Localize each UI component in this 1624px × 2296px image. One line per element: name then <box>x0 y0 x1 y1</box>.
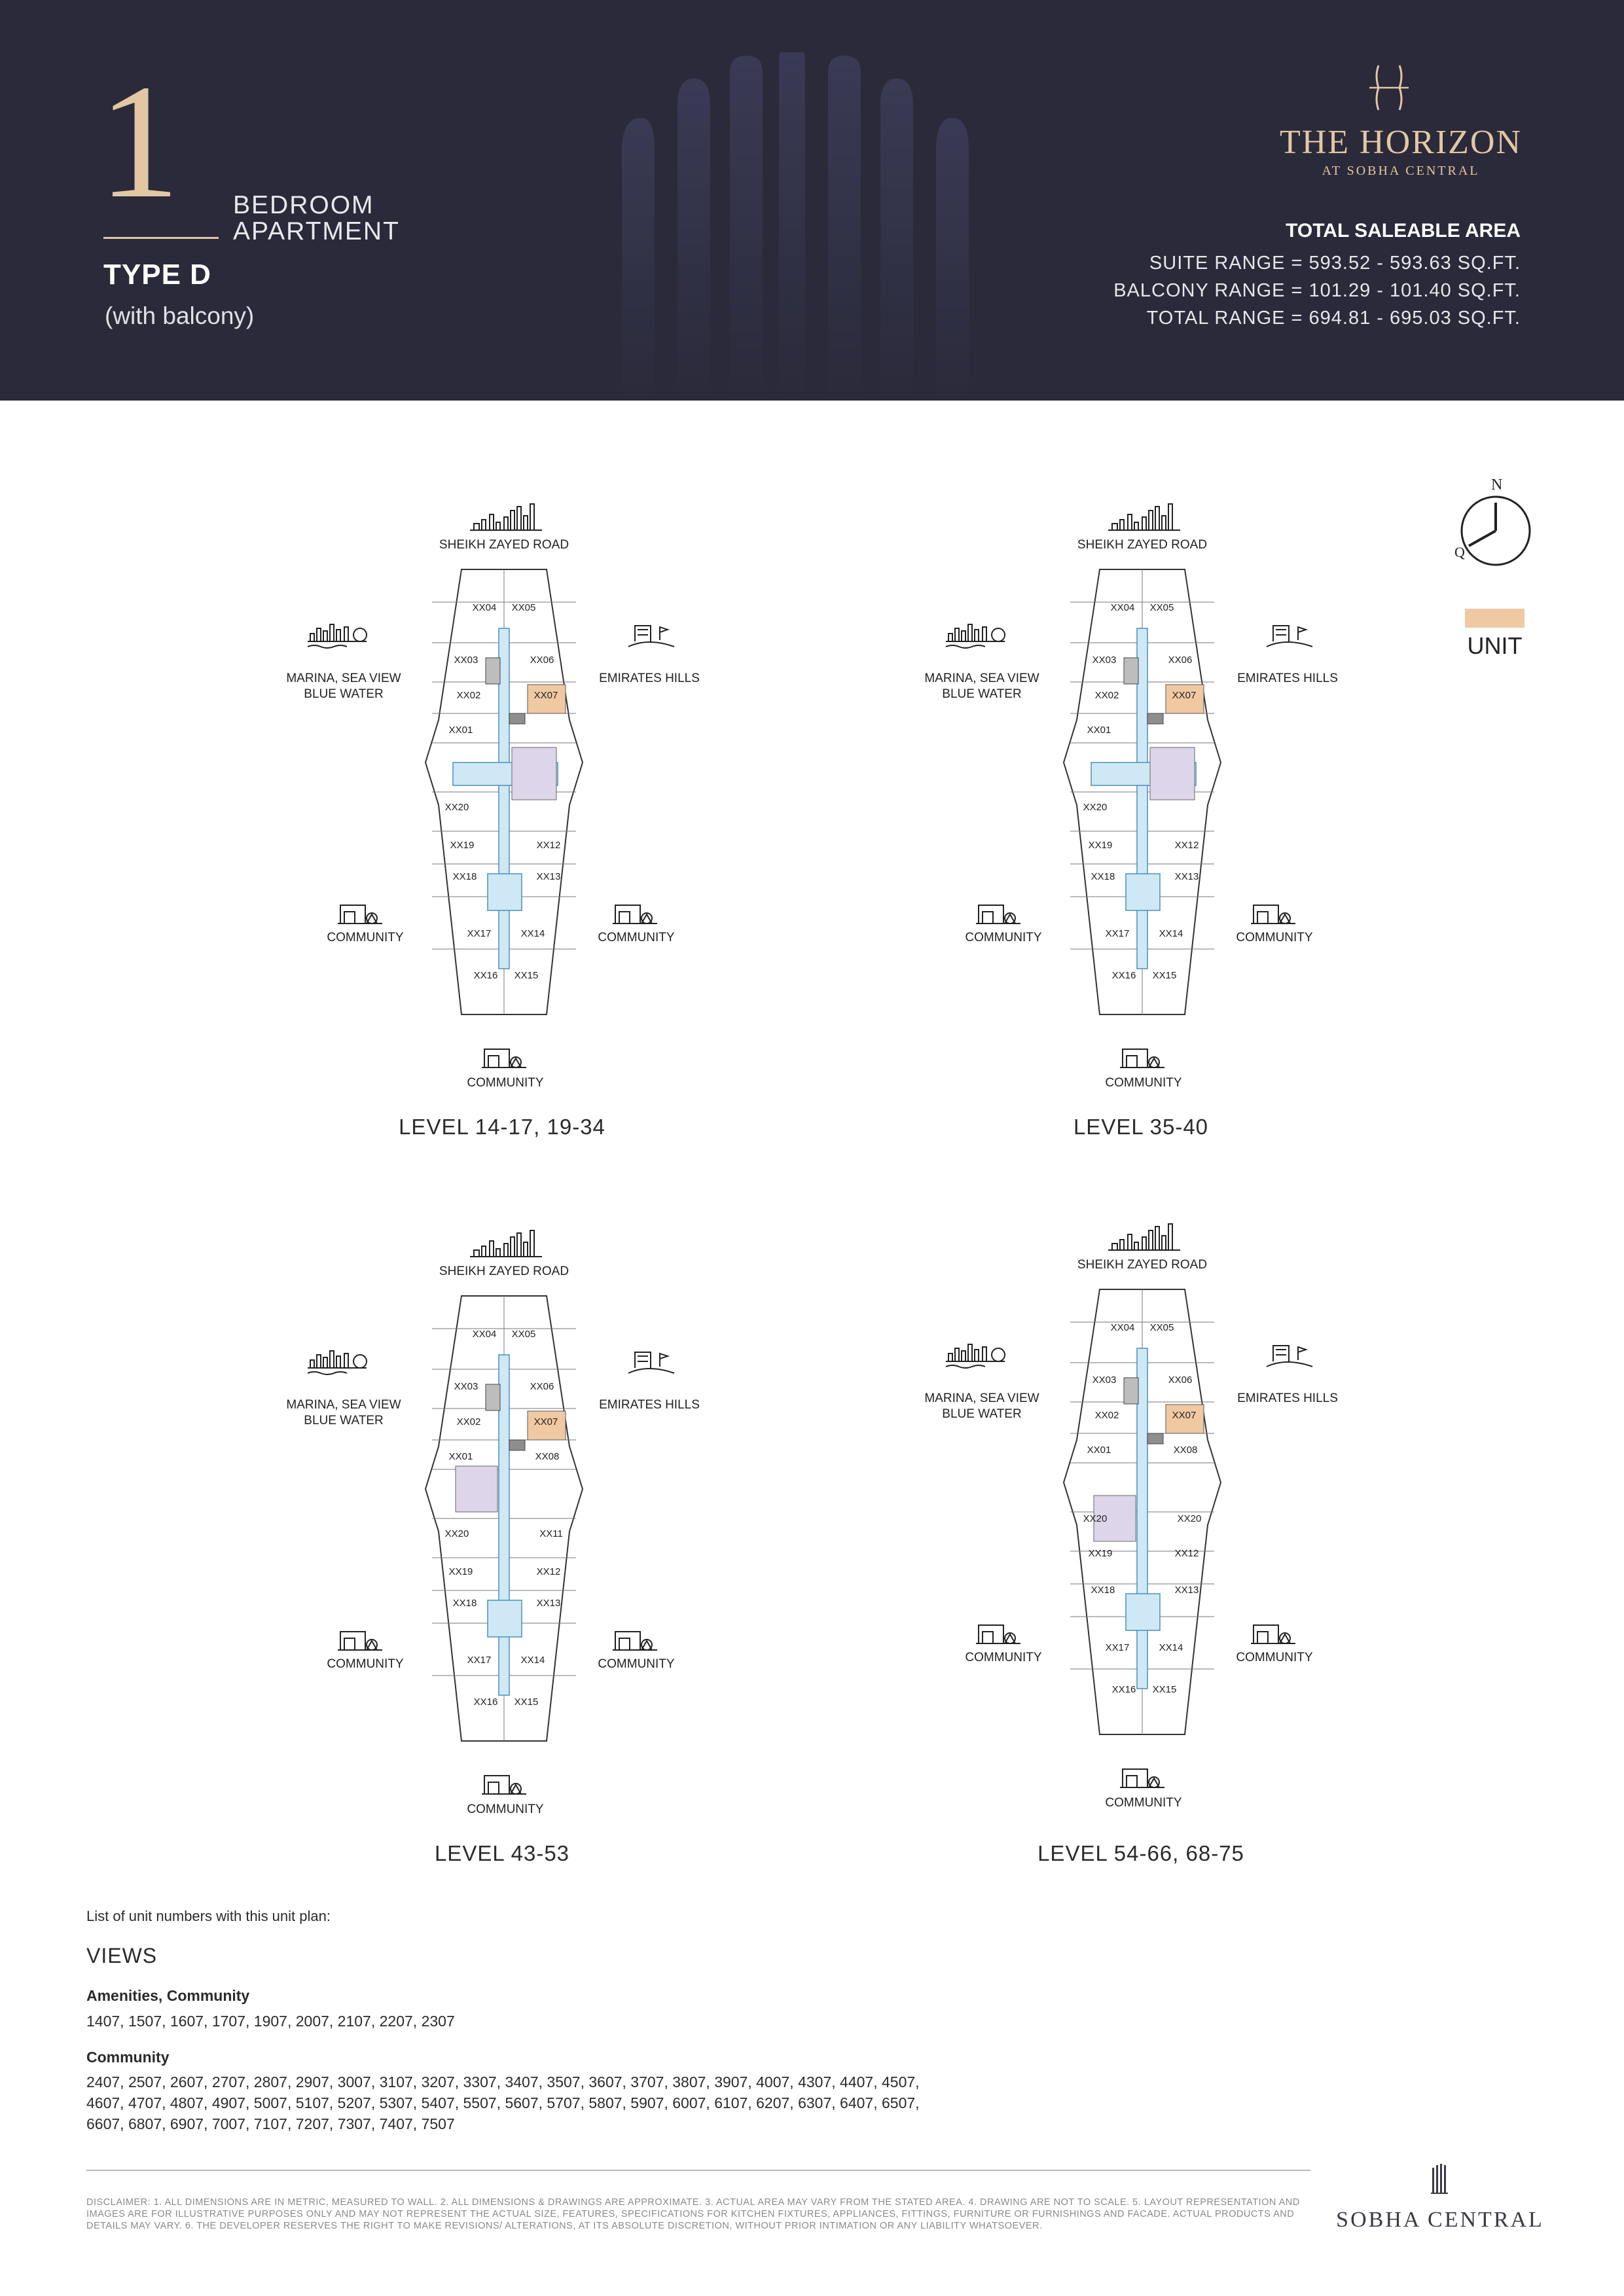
unit-number-label: XX14 <box>520 928 545 939</box>
header-banner <box>0 0 1624 401</box>
road-label: SHEIKH ZAYED ROAD <box>439 538 569 552</box>
road-label: SHEIKH ZAYED ROAD <box>1077 1258 1208 1272</box>
unit-number-label: XX18 <box>452 1598 477 1609</box>
footer-brand: SOBHA CENTRAL <box>1336 2208 1544 2232</box>
unit-number-label: XX13 <box>536 871 561 882</box>
unit-number-label: XX19 <box>1088 1548 1113 1559</box>
emirates-hills-icon <box>1267 626 1312 647</box>
unit-legend-swatch <box>1465 609 1525 628</box>
unit-number-label: XX02 <box>456 1416 481 1427</box>
unit-number-label: XX08 <box>535 1451 560 1462</box>
group-units-community-2: 4607, 4707, 4807, 4907, 5007, 5107, 5207, 5307, 5407, 5507, 5607, 5707, 5807, 5907, 6007, 6107, 6207, 6307, 6407, 6507, <box>86 2094 920 2111</box>
community-label-right: COMMUNITY <box>1236 1651 1313 1664</box>
unit-number-label: XX07 <box>1172 690 1197 701</box>
unit-number-label: XX04 <box>1110 1322 1135 1333</box>
unit-number-label: XX05 <box>1149 602 1174 613</box>
community-icon <box>482 1776 526 1794</box>
unit-number-label: XX16 <box>473 1696 498 1708</box>
road-label: SHEIKH ZAYED ROAD <box>1077 538 1208 552</box>
community-icon <box>613 905 657 924</box>
group-title-amenities: Amenities, Community <box>86 1987 250 2004</box>
community-label-left: COMMUNITY <box>327 1657 404 1671</box>
horizon-logo-icon <box>1368 63 1410 113</box>
disclaimer: DISCLAIMER: 1. ALL DIMENSIONS ARE IN METRIC, MEASURED TO WALL. 2. ALL DIMENSIONS & DRAWINGS ARE APPROXIMATE. 3. ACTUAL AREA MAY VARY FROM THE STATED AREA. 4. DRAWING ARE NOT TO SCALE. 5. LAYOUT REPRESENTATION AND IMAGES ARE FOR ILLUSTRATIVE PURPOSES ONLY AND MAY NOT REPRESENT THE ACTUAL SIZE, FEATURES, SPECIFICATIONS FOR KITCHEN FIXTURES, APPLIANCES, FITTINGS, FURNITURE OR FURNISHINGS AND FACADE. ACTUAL PRODUCTS AND DETAILS MAY VARY. 6. THE DEVELOPER RESERVES THE RIGHT TO MAKE REVISIONS/ ALTERATIONS, AT ITS ABSOLUTE DISCRETION, WITHOUT PRIOR INTIMATION OR ANY LIABILITY WHATSOEVER. <box>86 2197 1300 2231</box>
area-title: TOTAL SALEABLE AREA <box>1286 220 1521 242</box>
unit-number-label: XX15 <box>1152 970 1177 981</box>
marina-icon <box>308 624 367 648</box>
lift-core <box>1150 747 1195 800</box>
community-icon <box>482 1049 526 1067</box>
brand-name: THE HORIZON <box>1279 124 1523 161</box>
unit-number-label: XX19 <box>450 840 475 851</box>
unit-number-label: XX12 <box>1174 840 1199 851</box>
unit-list-intro: List of unit numbers with this unit plan: <box>86 1908 331 1924</box>
community-label-left: COMMUNITY <box>965 1651 1042 1664</box>
unit-number-label: XX01 <box>1087 725 1111 736</box>
unit-number-label: XX06 <box>530 655 554 666</box>
community-label-bottom: COMMUNITY <box>1105 1796 1182 1810</box>
emirates-hills-label: EMIRATES HILLS <box>1237 672 1338 685</box>
lobby-core <box>488 874 522 910</box>
marina-icon <box>308 1351 367 1374</box>
unit-number-label: XX12 <box>536 1566 561 1577</box>
unit-number-label: XX15 <box>1152 1684 1177 1695</box>
community-label-bottom: COMMUNITY <box>467 1076 544 1090</box>
unit-number-label: XX12 <box>1174 1548 1199 1559</box>
lobby-core <box>1126 1594 1160 1630</box>
unit-number-label: XX14 <box>1159 928 1183 939</box>
unit-number-label: XX18 <box>1091 1585 1115 1596</box>
unit-number-label: XX15 <box>514 1696 539 1708</box>
unit-legend-label: UNIT <box>1467 632 1523 659</box>
community-icon <box>976 905 1020 924</box>
unit-type: TYPE D <box>103 259 211 291</box>
level-label-2: LEVEL 35-40 <box>1073 1115 1209 1139</box>
unit-number-label: XX02 <box>1094 1410 1119 1421</box>
unit-number-label: XX04 <box>1110 602 1135 613</box>
unit-number-label: XX18 <box>1091 871 1115 882</box>
unit-number-label: XX05 <box>1149 1322 1174 1333</box>
service-box <box>1147 713 1163 724</box>
bedroom-count-underline <box>103 237 219 239</box>
svg-text:N: N <box>1491 476 1503 493</box>
unit-variant: (with balcony) <box>105 302 255 329</box>
lift-core <box>512 747 556 800</box>
unit-number-label: XX17 <box>467 928 492 939</box>
unit-number-label: XX07 <box>533 690 558 701</box>
unit-number-label: XX02 <box>456 690 481 701</box>
emirates-hills-icon <box>1267 1346 1312 1367</box>
group-title-community: Community <box>86 2049 170 2066</box>
unit-number-label: XX19 <box>1088 840 1113 851</box>
floor-plan-1 <box>275 491 746 1145</box>
emirates-hills-label: EMIRATES HILLS <box>599 1398 700 1412</box>
community-label-right: COMMUNITY <box>598 931 675 944</box>
blue-water-label: BLUE WATER <box>942 687 1022 701</box>
emirates-hills-label: EMIRATES HILLS <box>599 672 700 685</box>
group-units-amenities: 1407, 1507, 1607, 1707, 1907, 2007, 2107, 2207, 2307 <box>86 2013 455 2030</box>
community-icon <box>1251 1625 1295 1643</box>
blue-water-label: BLUE WATER <box>304 1414 384 1427</box>
community-label-left: COMMUNITY <box>965 931 1042 944</box>
level-label-4: LEVEL 54-66, 68-75 <box>1038 1841 1244 1865</box>
unit-number-label: XX01 <box>448 725 473 736</box>
lobby-core <box>1126 874 1160 910</box>
unit-number-label: XX05 <box>511 1329 536 1340</box>
unit-number-label: XX01 <box>448 1451 473 1462</box>
unit-number-label: XX19 <box>448 1566 473 1577</box>
unit-number-label: XX12 <box>536 840 561 851</box>
footer-divider <box>86 2170 1310 2171</box>
unit-number-label: XX04 <box>472 602 497 613</box>
unit-number-label: XX20 <box>1083 802 1108 813</box>
unit-number-label: XX14 <box>520 1655 545 1666</box>
sobha-logo-icon <box>1431 2162 1449 2195</box>
brand-subtitle: AT SOBHA CENTRAL <box>1322 164 1480 178</box>
community-label-right: COMMUNITY <box>598 1657 675 1671</box>
service-box <box>486 658 500 684</box>
community-label-left: COMMUNITY <box>327 931 404 944</box>
blue-water-label: BLUE WATER <box>304 687 384 701</box>
svg-text:Q: Q <box>1454 544 1465 560</box>
unit-number-label: XX20 <box>1083 1513 1108 1524</box>
views-title: VIEWS <box>86 1944 158 1967</box>
unit-number-label: XX20 <box>1177 1513 1202 1524</box>
marina-icon <box>946 1344 1005 1368</box>
skyline-icon <box>1108 1224 1180 1250</box>
level-label-3: LEVEL 43-53 <box>434 1841 570 1865</box>
suite-range: SUITE RANGE = 593.52 - 593.63 SQ.FT. <box>1149 253 1521 274</box>
unit-number-label: XX05 <box>511 602 536 613</box>
unit-number-label: XX02 <box>1094 690 1119 701</box>
community-icon <box>338 1632 382 1650</box>
lobby-core <box>488 1600 522 1637</box>
floor-plan-drawing <box>275 491 746 1145</box>
marina-icon <box>946 624 1005 648</box>
emirates-hills-icon <box>628 1352 674 1373</box>
unit-number-label: XX17 <box>1105 928 1130 939</box>
marina-label: MARINA, SEA VIEW <box>286 672 401 685</box>
community-icon <box>613 1632 657 1650</box>
service-box <box>509 1440 525 1450</box>
road-label: SHEIKH ZAYED ROAD <box>439 1265 569 1278</box>
service-box <box>486 1384 500 1410</box>
floor-plan-2 <box>913 491 1384 1145</box>
arches-graphic <box>615 52 1008 401</box>
floor-plan-drawing <box>275 1217 746 1872</box>
emirates-hills-icon <box>628 626 674 647</box>
community-icon <box>1120 1049 1164 1067</box>
unit-number-label: XX13 <box>536 1598 561 1609</box>
unit-number-label: XX06 <box>1168 655 1193 666</box>
total-range: TOTAL RANGE = 694.81 - 695.03 SQ.FT. <box>1146 308 1521 329</box>
unit-number-label: XX06 <box>530 1381 554 1392</box>
unit-number-label: XX11 <box>539 1528 563 1539</box>
floor-plan-3 <box>275 1217 746 1872</box>
unit-number-label: XX15 <box>514 970 539 981</box>
unit-number-label: XX07 <box>1172 1410 1197 1421</box>
community-label-bottom: COMMUNITY <box>467 1803 544 1816</box>
balcony-range: BALCONY RANGE = 101.29 - 101.40 SQ.FT. <box>1113 280 1521 301</box>
unit-number-label: XX20 <box>444 1528 469 1539</box>
community-icon <box>1120 1769 1164 1787</box>
floor-plan-drawing <box>913 1211 1384 1865</box>
unit-number-label: XX03 <box>454 1381 478 1392</box>
community-icon <box>1251 905 1295 924</box>
unit-number-label: XX14 <box>1159 1642 1183 1653</box>
skyline-icon <box>470 1230 542 1257</box>
unit-number-label: XX08 <box>1173 1444 1198 1456</box>
service-box <box>1124 658 1138 684</box>
group-units-community-1: 2407, 2507, 2607, 2707, 2807, 2907, 3007, 3107, 3207, 3307, 3407, 3507, 3607, 3707, 3807, 3907, 4007, 4307, 4407, 4507, <box>86 2073 920 2090</box>
community-label-bottom: COMMUNITY <box>1105 1076 1182 1090</box>
compass-icon <box>1453 475 1538 567</box>
service-box <box>509 713 525 724</box>
level-label-1: LEVEL 14-17, 19-34 <box>399 1115 605 1139</box>
skyline-icon <box>1108 504 1180 530</box>
marina-label: MARINA, SEA VIEW <box>924 1391 1039 1405</box>
unit-number-label: XX16 <box>1111 1684 1136 1695</box>
unit-number-label: XX03 <box>1092 1374 1117 1386</box>
unit-number-label: XX07 <box>533 1416 558 1427</box>
marina-label: MARINA, SEA VIEW <box>286 1398 401 1412</box>
skyline-icon <box>470 504 542 530</box>
bedroom-count: 1 <box>98 51 180 232</box>
unit-number-label: XX18 <box>452 871 477 882</box>
blue-water-label: BLUE WATER <box>942 1407 1022 1421</box>
unit-number-label: XX03 <box>1092 655 1117 666</box>
unit-number-label: XX16 <box>473 970 498 981</box>
unit-number-label: XX17 <box>467 1655 492 1666</box>
unit-number-label: XX01 <box>1087 1444 1111 1456</box>
floor-plan-drawing <box>913 491 1384 1145</box>
emirates-hills-label: EMIRATES HILLS <box>1237 1391 1338 1405</box>
apartment-label: APARTMENT <box>233 217 400 245</box>
group-units-community-3: 6607, 6807, 6907, 7007, 7107, 7207, 7307, 7407, 7507 <box>86 2115 455 2132</box>
unit-number-label: XX03 <box>454 655 478 666</box>
service-box <box>1147 1433 1163 1444</box>
service-box <box>1124 1378 1138 1404</box>
floor-plan-4 <box>913 1211 1384 1865</box>
unit-number-label: XX17 <box>1105 1642 1130 1653</box>
community-label-right: COMMUNITY <box>1236 931 1313 944</box>
community-icon <box>338 905 382 924</box>
unit-number-label: XX13 <box>1174 871 1199 882</box>
bedroom-label: BEDROOM <box>233 191 374 219</box>
community-icon <box>976 1625 1020 1643</box>
unit-number-label: XX06 <box>1168 1374 1193 1386</box>
unit-number-label: XX16 <box>1111 970 1136 981</box>
unit-number-label: XX04 <box>472 1329 497 1340</box>
unit-number-label: XX20 <box>444 802 469 813</box>
lift-core <box>456 1466 497 1512</box>
unit-number-label: XX13 <box>1174 1585 1199 1596</box>
marina-label: MARINA, SEA VIEW <box>924 672 1039 685</box>
